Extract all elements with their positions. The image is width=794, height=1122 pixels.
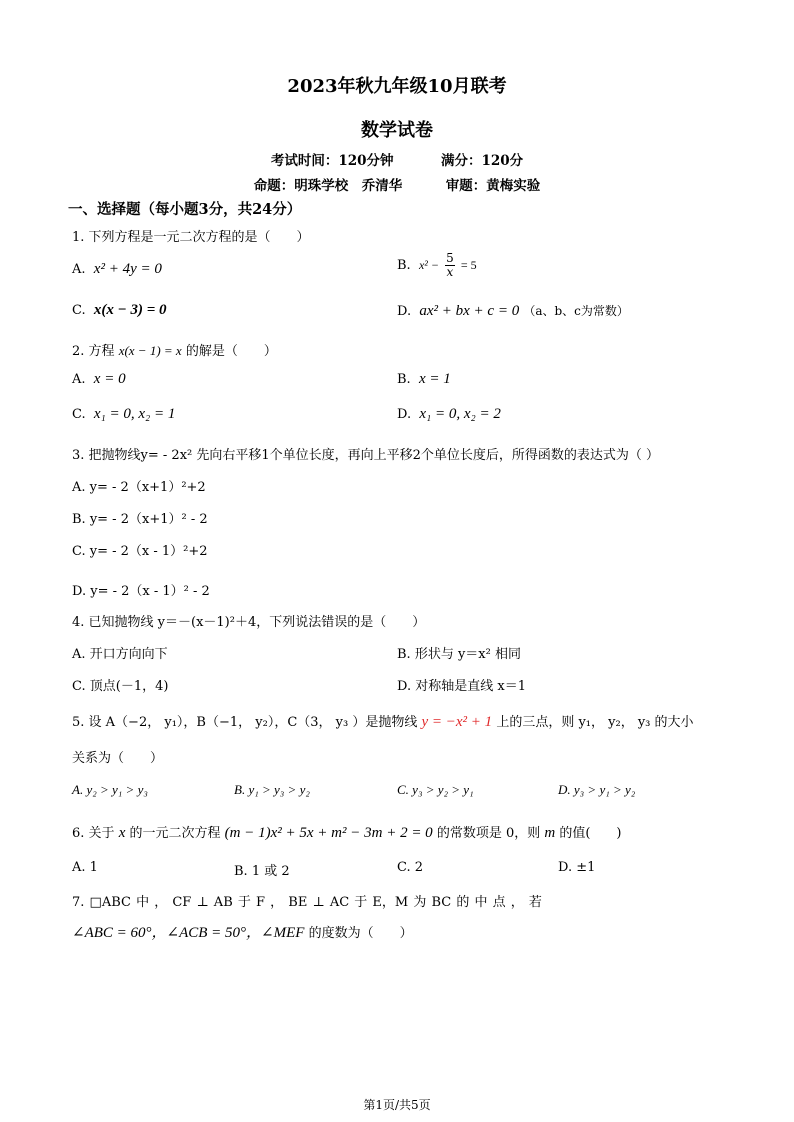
exam-time: 考试时间：120分钟 xyxy=(270,153,394,169)
question-1-stem: 1. 下列方程是一元二次方程的是（ ） xyxy=(72,230,310,245)
question-6-stem: 6. 关于 x 的一元二次方程 (m − 1)x² + 5x + m² − 3m + 2 = 0 的常数项是 0，则 m 的值( ) xyxy=(72,825,622,841)
question-7-stem-line-1: 7. □ABC 中 ， CF ⊥ AB 于 F ， BE ⊥ AC 于 E，M 为 BC 的 中 点 ， 若 xyxy=(72,895,542,910)
section-heading: 一、选择题（每小题3分，共24分） xyxy=(68,201,302,218)
question-6-option-a: A. 1 xyxy=(72,860,98,875)
question-6-option-c: C. 2 xyxy=(397,860,424,875)
question-4-option-c: C. 顶点(－1，4) xyxy=(72,679,169,694)
page-number: 第1页/共5页 xyxy=(363,1098,431,1112)
question-5-option-d: D. y₃ > y₁ > y₂ xyxy=(558,782,636,797)
question-2-option-c: C. x₁ = 0, x₂ = 1 xyxy=(72,406,176,422)
exam-subtitle: 数学试卷 xyxy=(361,120,433,141)
question-4-option-b: B. 形状与 y＝x² 相同 xyxy=(397,647,521,662)
question-3-option-b: B. y= - 2（x+1）² - 2 xyxy=(72,512,208,527)
question-2-option-d: D. x₁ = 0, x₂ = 2 xyxy=(397,406,501,422)
exam-title: 2023年秋九年级10月联考 xyxy=(287,76,507,97)
reviewer: 审题：黄梅实验 xyxy=(445,178,541,194)
question-6-option-b: B. 1 或 2 xyxy=(234,864,290,879)
question-5-option-a: A. y₂ > y₁ > y₃ xyxy=(72,782,148,797)
question-4-option-d: D. 对称轴是直线 x＝1 xyxy=(397,679,526,694)
question-3-option-a: A. y= - 2（x+1）²+2 xyxy=(72,480,206,495)
question-5-stem: 5. 设 A（−2， y₁），B（−1， y₂），C（3， y₃ ）是抛物线 y = −x² + 1 上的三点，则 y₁， y₂， y₃ 的大小 xyxy=(72,714,694,730)
question-4-option-a: A. 开口方向向下 xyxy=(72,647,168,662)
question-3-stem: 3. 把抛物线y= - 2x² 先向右平移1个单位长度，再向上平移2个单位长度后，所得函数的表达式为（ ） xyxy=(72,448,660,463)
author: 命题：明珠学校 乔清华 xyxy=(253,178,403,194)
question-7-stem-line-2: ∠ABC = 60°，∠ACB = 50°，∠MEF 的度数为（ ） xyxy=(72,925,413,941)
exam-info-line-1 xyxy=(0,149,794,169)
question-6-option-d: D. ±1 xyxy=(558,860,596,875)
question-1-option-b: B. x² − $\frac{5}{x}$ = 5 xyxy=(397,251,477,279)
question-4-stem: 4. 已知抛物线 y＝－(x－1)²＋4，下列说法错误的是（ ） xyxy=(72,615,426,630)
question-3-option-c: C. y= - 2（x - 1）²+2 xyxy=(72,544,208,559)
question-1-option-d: D. ax² + bx + c = 0 （a、b、c为常数） xyxy=(397,303,629,319)
fraction: $\frac{5}{x}$ xyxy=(446,251,454,279)
question-1-option-a: A. x² + 4y = 0 xyxy=(72,261,162,277)
question-5-stem-line-2: 关系为（ ） xyxy=(72,751,164,766)
question-2-option-b: B. x = 1 xyxy=(397,371,451,387)
question-2-option-a: A. x = 0 xyxy=(72,371,126,387)
question-3-option-d: D. y= - 2（x - 1）² - 2 xyxy=(72,584,210,599)
question-5-option-c: C. y₃ > y₂ > y₁ xyxy=(397,782,474,797)
question-1-option-c: C. x(x − 3) = 0 xyxy=(72,302,167,318)
exam-info-line-2 xyxy=(0,174,794,194)
parabola-equation: y = −x² + 1 xyxy=(421,714,493,730)
question-2-stem: 2. 方程 x(x − 1) = x 的解是（ ） xyxy=(72,343,277,359)
question-5-option-b: B. y₁ > y₃ > y₂ xyxy=(234,782,310,797)
full-score: 满分：120分 xyxy=(440,153,524,169)
